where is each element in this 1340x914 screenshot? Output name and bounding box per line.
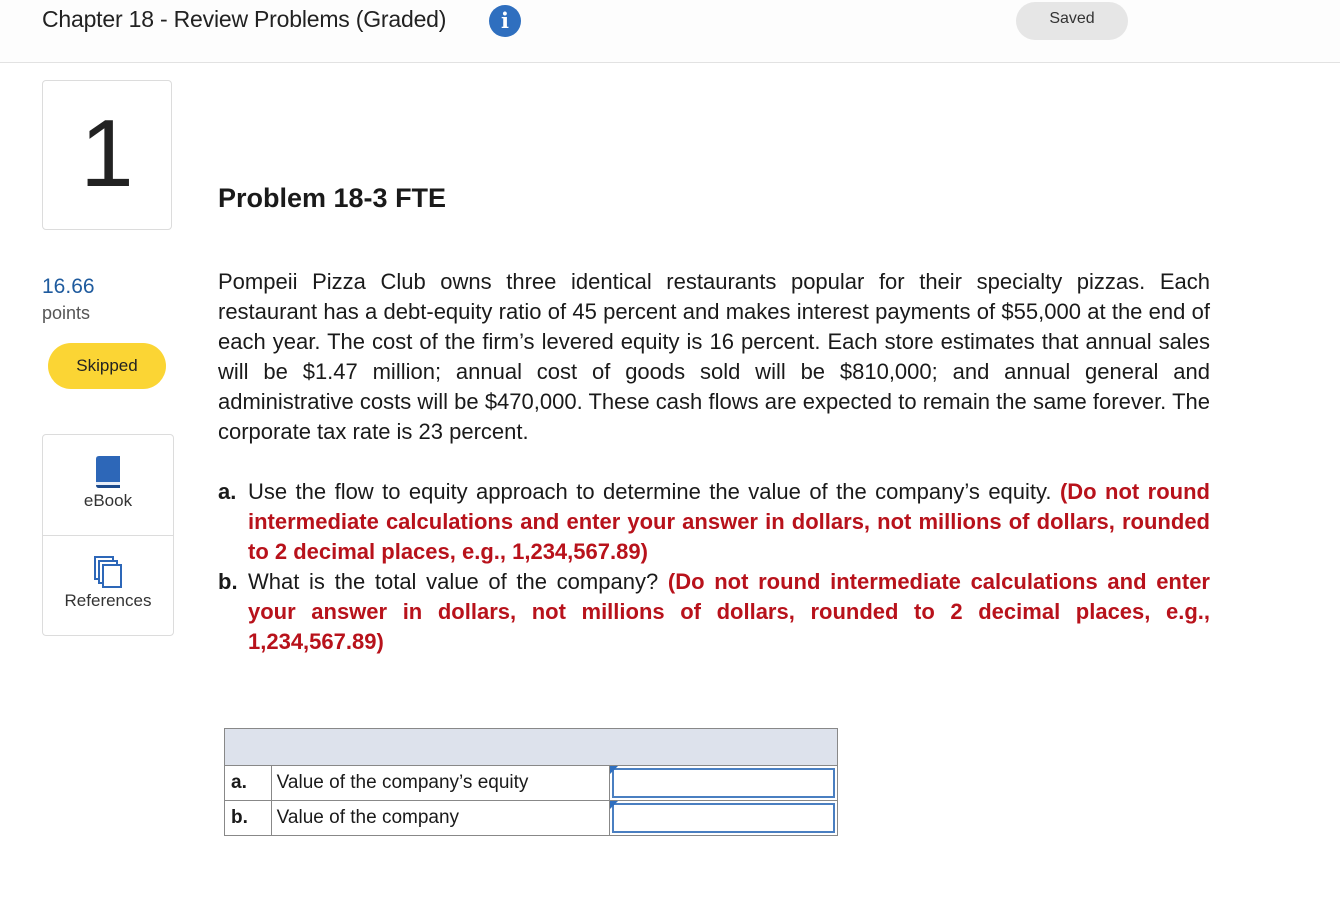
company-value-input[interactable] [614,805,833,831]
ebook-label: eBook [83,491,133,510]
part-instruction: (Do not round intermediate calculations and enter your answer in dollars, not millions of dollars, rounded to 2 decimal places, e.g., 1,234,567.89) [248,479,1210,564]
row-letter: a. [225,766,272,801]
references-label: References [64,591,152,610]
part-letter: a. [218,479,237,504]
references-icon [93,555,123,589]
row-letter: b. [225,801,272,836]
ebook-button[interactable] [43,435,173,536]
assignment-title: Chapter 18 - Review Problems (Graded) [42,6,447,32]
row-label: Value of the company [271,801,610,836]
part-a [218,477,1210,567]
part-instruction: (Do not round intermediate calculations and enter your answer in dollars, not millions of dollars, rounded to 2 decimal places, e.g., 1,234,567.89) [248,569,1210,654]
points-label: points [42,303,91,323]
part-question: What is the total value of the company? [248,569,659,594]
points-value: 16.66 [42,275,95,298]
part-question: Use the flow to equity approach to determine the value of the company’s equity. [248,479,1052,504]
table-row [225,766,838,801]
table-row [225,801,838,836]
problem-parts [218,477,1210,657]
answer-cell [610,801,838,836]
answer-table [224,728,838,836]
question-number: 1 [80,100,134,207]
top-header [0,0,1340,63]
input-corner-marker [610,801,618,809]
references-button[interactable] [43,535,173,635]
row-label: Value of the company’s equity [271,766,610,801]
header-cell [225,729,838,766]
info-icon[interactable]: i [489,5,521,37]
answer-table-header [225,729,838,766]
question-number-card [42,80,172,230]
input-frame [612,803,835,833]
answer-cell [610,766,838,801]
input-corner-marker [610,766,618,774]
saved-status-badge: Saved [1016,2,1128,40]
skipped-status-badge: Skipped [48,343,166,389]
equity-value-input[interactable] [614,770,833,796]
book-icon [93,455,123,489]
part-b [218,567,1210,657]
resource-tools-panel [42,434,174,636]
part-letter: b. [218,569,238,594]
problem-title: Problem 18-3 FTE [218,183,447,213]
problem-stem: Pompeii Pizza Club owns three identical restaurants popular for their specialty pizzas. Each restaurant has a debt-equity ratio of 45 percent and makes interest payments of $55,000 at the end of each year. The cost of the firm’s levered equity is 16 percent. Each store estimates that annual sales will be $1.47 million; annual cost of goods sold will be $810,000; and annual general and administrative costs will be $470,000. These cash flows are expected to remain the same forever. The corporate tax rate is 23 percent. [218,269,1210,444]
input-frame [612,768,835,798]
